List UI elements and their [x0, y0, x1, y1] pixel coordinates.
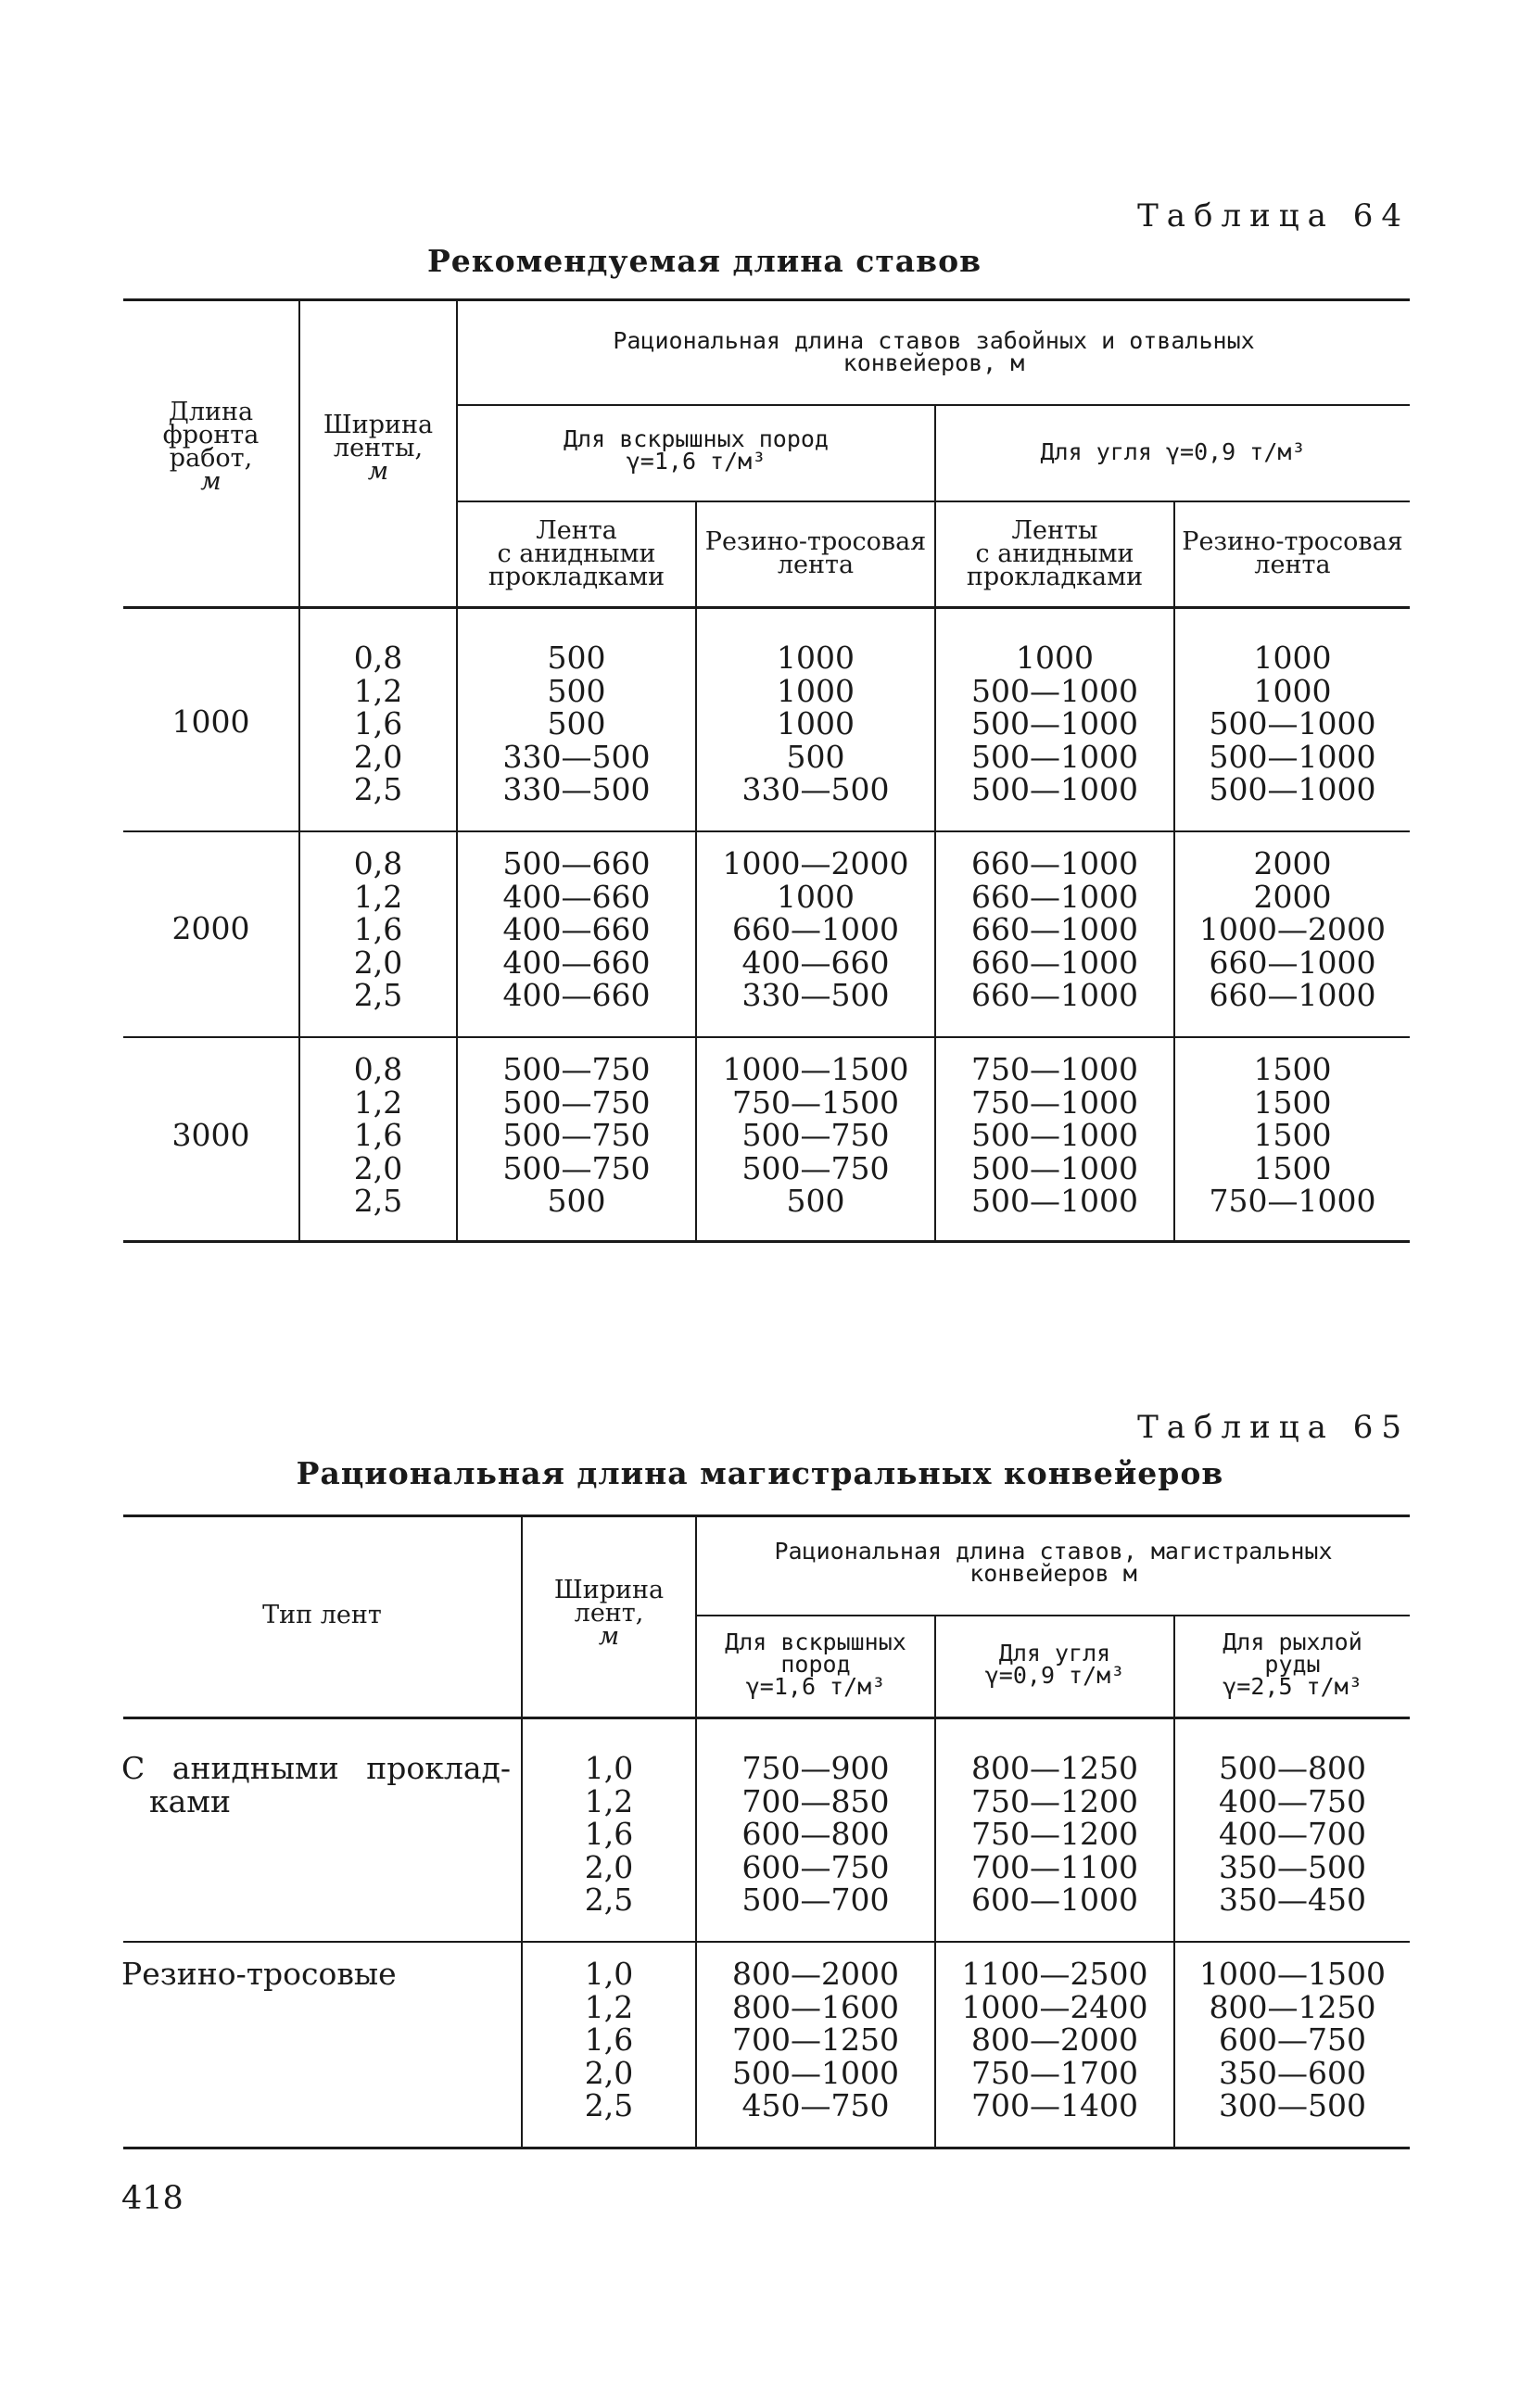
t64-group1-over-rubber: 1000 1000 1000 500 330—500 — [741, 640, 890, 807]
t64-group1-coal-rubber: 1000 1000 500—1000 500—1000 500—1000 — [1209, 640, 1376, 807]
t65-top-rule — [123, 1515, 1410, 1517]
t64-header-front: Длина фронта работ, м — [162, 398, 260, 496]
t65-group1-widths: 1,0 1,2 1,6 2,0 2,5 — [584, 1750, 634, 1918]
t65-group2-overburden: 800—2000 800—1600 700—1250 500—1000 450—750 — [732, 1956, 899, 2123]
t64-header-width: Ширина ленты, м — [323, 411, 434, 486]
t64-group2-rule — [123, 1036, 1410, 1038]
t64-header-overburden: Для вскрышных пород γ=1,6 т/м³ — [564, 425, 829, 475]
t64-group1-over-anid: 500 500 500 330—500 330—500 — [502, 640, 651, 807]
t64-group3-front: 3000 — [171, 1117, 250, 1153]
t65-group1-rule — [123, 1941, 1410, 1943]
table65-title: Рациональная длина магистральных конвейеров — [296, 1455, 1224, 1491]
t64-header-rational: Рациональная длина ставов забойных и отвальных конвейеров, м — [613, 327, 1255, 376]
t65-header-ore: Для рыхлой руды γ=2,5 т/м³ — [1223, 1629, 1362, 1700]
t64-group3-over-anid: 500—750 500—750 500—750 500—750 500 — [502, 1051, 651, 1219]
t64-rule-under-subgroups — [457, 501, 1410, 502]
t65-group1-overburden: 750—900 700—850 600—800 600—750 500—700 — [741, 1750, 890, 1918]
table64-number: Таблица 64 — [1137, 197, 1410, 234]
t64-header-rubber1: Резино-тросовая лента — [704, 527, 927, 579]
t64-group2-widths: 0,8 1,2 1,6 2,0 2,5 — [353, 845, 403, 1013]
t64-group3-coal-anid: 750—1000 750—1000 500—1000 500—1000 500—1000 — [971, 1051, 1138, 1219]
table65-number: Таблица 65 — [1137, 1409, 1410, 1446]
t65-group2-coal: 1100—2500 1000—2400 800—2000 750—1700 700—1400 — [961, 1956, 1148, 2123]
t64-group1-widths: 0,8 1,2 1,6 2,0 2,5 — [353, 640, 403, 807]
t65-header-bottom-rule — [123, 1717, 1410, 1719]
t64-group2-over-rubber: 1000—2000 1000 660—1000 400—660 330—500 — [722, 845, 909, 1013]
t65-header-rational: Рациональная длина ставов, магистральных конвейеров м — [774, 1538, 1333, 1587]
t65-group2-ore: 1000—1500 800—1250 600—750 350—600 300—500 — [1199, 1956, 1386, 2123]
t65-header-overburden: Для вскрышных пород γ=1,6 т/м³ — [725, 1629, 906, 1700]
t65-group2-widths: 1,0 1,2 1,6 2,0 2,5 — [584, 1956, 634, 2123]
t65-header-width: Ширина лент, м — [553, 1576, 665, 1651]
t64-header-coal: Для угля γ=0,9 т/м³ — [1040, 438, 1306, 465]
t65-header-coal: Для угля γ=0,9 т/м³ — [984, 1640, 1125, 1689]
page-number: 418 — [121, 2180, 184, 2217]
t64-header-rubber2: Резино-тросовая лента — [1182, 527, 1403, 579]
t64-group3-over-rubber: 1000—1500 750—1500 500—750 500—750 500 — [722, 1051, 909, 1219]
t64-group2-over-anid: 500—660 400—660 400—660 400—660 400—660 — [502, 845, 651, 1013]
t64-group1-rule — [123, 830, 1410, 832]
t64-group3-coal-rubber: 1500 1500 1500 1500 750—1000 — [1209, 1051, 1376, 1219]
t64-header-anid1: Лента с анидными прокладками — [488, 516, 665, 591]
t65-bottom-rule — [123, 2147, 1410, 2149]
t64-group2-coal-anid: 660—1000 660—1000 660—1000 660—1000 660—1000 — [971, 845, 1138, 1013]
t64-header-anid2: Ленты с анидными прокладками — [966, 516, 1144, 591]
t65-group2-type: Резино-тросовые — [121, 1956, 397, 1992]
t65-group1-ore: 500—800 400—750 400—700 350—500 350—450 — [1219, 1750, 1366, 1918]
t64-group1-front: 1000 — [171, 703, 250, 740]
t64-bottom-rule — [123, 1240, 1410, 1243]
t64-group1-coal-anid: 1000 500—1000 500—1000 500—1000 500—1000 — [971, 640, 1138, 807]
t65-rule-under-rational — [697, 1615, 1410, 1616]
t64-rule-under-rational — [457, 404, 1410, 406]
t64-group2-front: 2000 — [171, 910, 250, 946]
t65-header-type: Тип лент — [262, 1601, 382, 1629]
table64-title: Рекомендуемая длина ставов — [426, 243, 982, 279]
t65-group1-type: С анидными проклад- ками — [121, 1750, 511, 1819]
t64-group2-coal-rubber: 2000 2000 1000—2000 660—1000 660—1000 — [1199, 845, 1386, 1013]
t64-header-bottom-rule — [123, 606, 1410, 609]
t64-group3-widths: 0,8 1,2 1,6 2,0 2,5 — [353, 1051, 403, 1219]
t65-group1-coal: 800—1250 750—1200 750—1200 700—1100 600—1000 — [971, 1750, 1138, 1918]
t64-top-rule — [123, 298, 1410, 301]
